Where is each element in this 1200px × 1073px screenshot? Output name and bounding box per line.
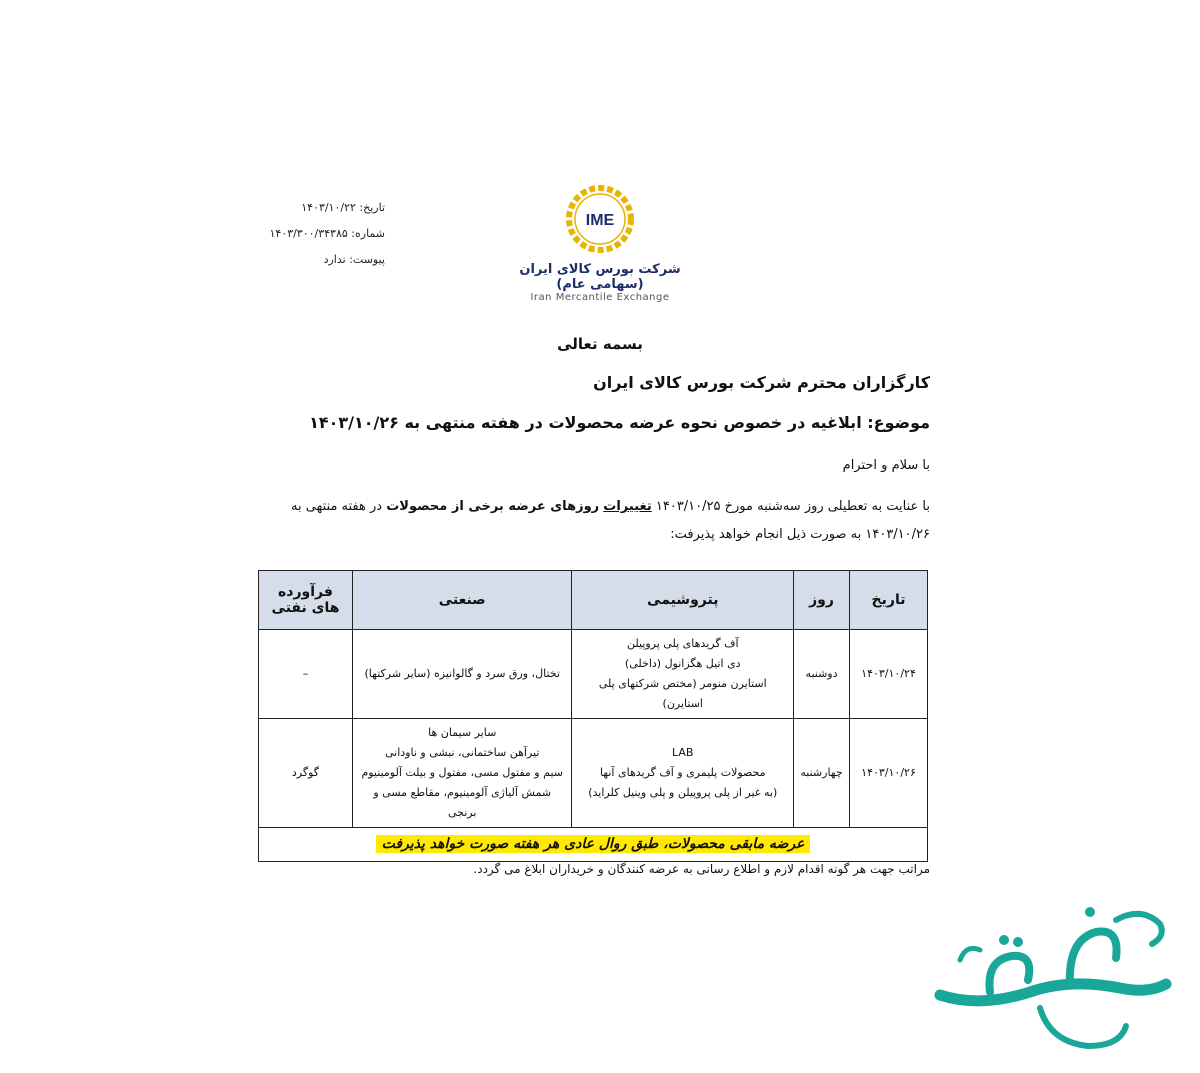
- attachment-row: [270, 247, 385, 273]
- footer-note-cell: [259, 828, 928, 862]
- number-value: ۱۴۰۳/۳۰۰/۳۴۳۸۵: [269, 227, 348, 240]
- date-row: [270, 195, 385, 221]
- watermark-logo: [920, 880, 1180, 1060]
- header-oil: فرآورده های نفتی: [259, 571, 353, 630]
- row-petrochemical: [572, 630, 794, 719]
- table-header-row: [259, 571, 928, 630]
- body-underlined: تغییرات: [603, 499, 652, 514]
- row-industrial: [352, 630, 572, 719]
- company-name-fa: شرکت بورس کالای ایران (سهامی عام): [519, 262, 681, 292]
- attachment-label: پیوست:: [349, 253, 385, 266]
- recipient-line: کارگزاران محترم شرکت بورس کالای ایران: [593, 373, 930, 392]
- row-oil: –: [259, 630, 353, 719]
- company-name-en: Iran Mercantile Exchange: [530, 292, 670, 303]
- subject-line: موضوع: ابلاغیه در خصوص نحوه عرضه محصولات در هفته منتهی به ۱۴۰۳/۱۰/۲۶: [309, 413, 930, 432]
- industrial-item: سیم و مفتول مسی، مفتول و بیلت آلومینیوم: [361, 766, 563, 779]
- table-row: [259, 630, 928, 719]
- header-date: تاریخ: [850, 571, 928, 630]
- number-row: [270, 221, 385, 247]
- header-industrial: صنعتی: [352, 571, 572, 630]
- date-label: تاریخ:: [359, 201, 385, 214]
- company-logo: [500, 180, 700, 303]
- date-value: ۱۴۰۳/۱۰/۲۲: [301, 201, 356, 214]
- ime-logo-icon: [561, 180, 639, 258]
- header-petrochemical: پتروشیمی: [572, 571, 794, 630]
- attachment-value: ندارد: [323, 253, 346, 266]
- header-day: روز: [794, 571, 850, 630]
- closing-line: مراتب جهت هر گونه اقدام لازم و اطلاع رسانی به عرضه کنندگان و خریداران ابلاغ می گردد.: [473, 862, 930, 876]
- logo-mark-text: IME: [585, 212, 615, 229]
- row-day: دوشنبه: [794, 630, 850, 719]
- industrial-item: سایر سیمان ها: [428, 726, 497, 739]
- footer-note: عرضه مابقی محصولات، طبق روال عادی هر هفته صورت خواهد پذیرفت: [376, 835, 811, 853]
- letter-heading: بسمه تعالی: [557, 335, 643, 353]
- row-day: چهارشنبه: [794, 719, 850, 828]
- petrochemical-item: (به غیر از پلی پروپیلن و پلی وینیل کلراید): [588, 786, 778, 799]
- petrochemical-item: استایرن منومر (مختص شرکتهای پلی استایرن): [598, 677, 767, 710]
- industrial-item: شمش آلیاژی آلومینیوم، مقاطع مسی و برنجی: [373, 786, 552, 819]
- number-label: شماره:: [351, 227, 385, 240]
- petrochemical-item: دی اتیل هگزانول (داخلی): [624, 657, 741, 670]
- table-footer-row: [259, 828, 928, 862]
- greeting-line: با سلام و احترام: [842, 458, 930, 473]
- body-text-2: در هفته منتهی به ۱۴۰۳/۱۰/۲۶ به صورت ذیل انجام خواهد پذیرفت:: [291, 499, 930, 542]
- schedule-table: [258, 570, 928, 862]
- body-text-1: با عنایت به تعطیلی روز سه‌شنبه مورخ ۱۴۰۳/۱۰/۲۵: [655, 499, 930, 514]
- body-paragraph: [250, 493, 930, 549]
- row-date: ۱۴۰۳/۱۰/۲۶: [850, 719, 928, 828]
- industrial-item: تیرآهن ساختمانی، نبشی و ناودانی: [384, 746, 540, 759]
- body-bold: روزهای عرضه برخی از محصولات: [386, 499, 600, 514]
- petrochemical-item: آف گریدهای پلی پروپیلن: [626, 637, 739, 650]
- row-industrial: [352, 719, 572, 828]
- petrochemical-item: LAB: [672, 746, 694, 759]
- reference-block: [270, 195, 385, 273]
- row-petrochemical: [572, 719, 794, 828]
- table-row: [259, 719, 928, 828]
- petrochemical-item: محصولات پلیمری و آف گریدهای آنها: [599, 766, 766, 779]
- industrial-item: تختال، ورق سرد و گالوانیزه (سایر شرکتها): [364, 667, 560, 680]
- row-date: ۱۴۰۳/۱۰/۲۴: [850, 630, 928, 719]
- row-oil: گوگرد: [259, 719, 353, 828]
